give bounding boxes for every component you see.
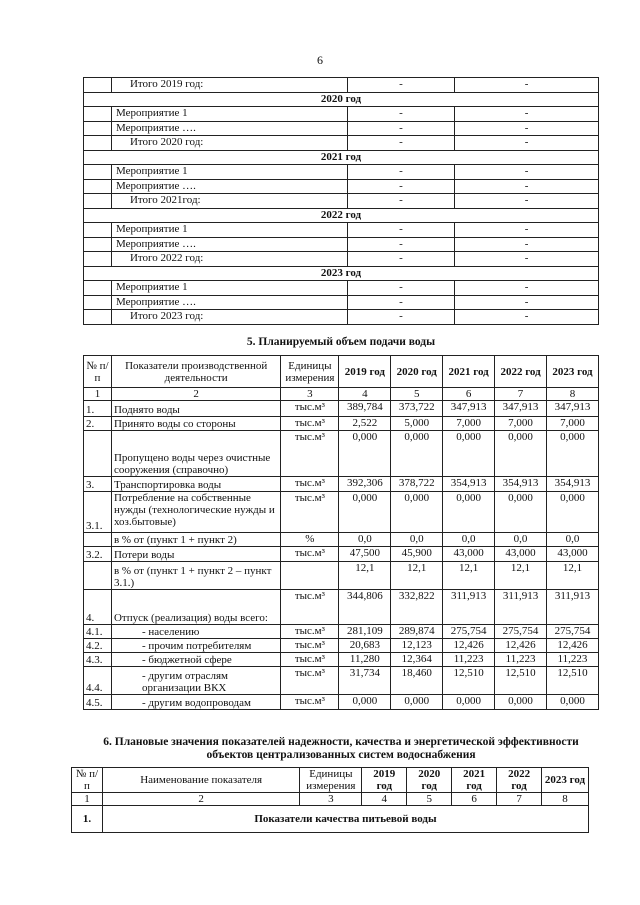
- event-name: Итого 2020 год:: [111, 136, 347, 151]
- header-row: [84, 356, 599, 388]
- unit-cell: [281, 562, 339, 590]
- column-header: 2019 год: [339, 356, 391, 388]
- event-row: [84, 78, 599, 93]
- column-header: 2023 год: [542, 768, 589, 793]
- num-cell: [84, 223, 112, 238]
- value-cell: -: [455, 237, 599, 252]
- value-cell: 12,123: [391, 639, 443, 653]
- value-cell: 311,913: [547, 590, 599, 625]
- row-number: [84, 431, 112, 477]
- event-name: Мероприятие ….: [111, 179, 347, 194]
- data-row: [84, 695, 599, 710]
- value-cell: 275,754: [443, 625, 495, 639]
- value-cell: -: [347, 237, 455, 252]
- value-cell: 12,426: [443, 639, 495, 653]
- event-row: [84, 121, 599, 136]
- data-row: [84, 625, 599, 639]
- event-row: [84, 107, 599, 122]
- value-cell: -: [455, 223, 599, 238]
- indicator-name: - другим отраслям организации ВКХ: [111, 667, 280, 695]
- value-cell: 43,000: [495, 547, 547, 562]
- value-cell: -: [455, 252, 599, 267]
- value-cell: 0,000: [391, 492, 443, 533]
- unit-cell: тыс.м³: [281, 417, 339, 431]
- num-cell: [84, 281, 112, 296]
- num-cell: [84, 165, 112, 180]
- value-cell: 12,426: [495, 639, 547, 653]
- value-cell: 20,683: [339, 639, 391, 653]
- value-cell: -: [347, 107, 455, 122]
- value-cell: 11,280: [339, 653, 391, 667]
- value-cell: 332,822: [391, 590, 443, 625]
- value-cell: 0,0: [547, 533, 599, 547]
- value-cell: 0,0: [391, 533, 443, 547]
- data-row: [84, 492, 599, 533]
- value-cell: -: [347, 281, 455, 296]
- column-number: 2: [102, 793, 299, 806]
- event-row: [84, 237, 599, 252]
- column-header: 2021 год: [443, 356, 495, 388]
- year-header-row: [84, 208, 599, 223]
- value-cell: 275,754: [495, 625, 547, 639]
- row-number: 3.1.: [84, 492, 112, 533]
- data-row: [84, 667, 599, 695]
- column-number: 2: [111, 388, 280, 401]
- value-cell: 47,500: [339, 547, 391, 562]
- value-cell: 12,1: [443, 562, 495, 590]
- column-number-row: [84, 388, 599, 401]
- row-number: [84, 562, 112, 590]
- value-cell: 389,784: [339, 401, 391, 417]
- indicator-name: Потери воды: [111, 547, 280, 562]
- value-cell: -: [455, 121, 599, 136]
- year-label: 2022 год: [84, 208, 599, 223]
- value-cell: 0,0: [443, 533, 495, 547]
- value-cell: 43,000: [547, 547, 599, 562]
- column-header: 2020 год: [407, 768, 452, 793]
- value-cell: 2,522: [339, 417, 391, 431]
- event-row: [84, 310, 599, 325]
- event-name: Мероприятие ….: [111, 237, 347, 252]
- value-cell: 7,000: [547, 417, 599, 431]
- value-cell: 0,000: [339, 431, 391, 477]
- water-supply-volume-table: [83, 355, 599, 710]
- num-cell: [84, 136, 112, 151]
- unit-cell: тыс.м³: [281, 695, 339, 710]
- row-number: 4.2.: [84, 639, 112, 653]
- indicator-name: - бюджетной сфере: [111, 653, 280, 667]
- unit-cell: тыс.м³: [281, 639, 339, 653]
- value-cell: -: [347, 194, 455, 209]
- value-cell: -: [455, 194, 599, 209]
- event-name: Мероприятие 1: [111, 165, 347, 180]
- indicator-name: в % от (пункт 1 + пункт 2 – пункт 3.1.): [111, 562, 280, 590]
- page-number: 6: [317, 53, 323, 67]
- row-number: 4.5.: [84, 695, 112, 710]
- value-cell: 347,913: [443, 401, 495, 417]
- event-row: [84, 281, 599, 296]
- column-header: 2023 год: [547, 356, 599, 388]
- column-number: 5: [407, 793, 452, 806]
- year-header-row: [84, 266, 599, 281]
- unit-cell: тыс.м³: [281, 492, 339, 533]
- event-name: Итого 2019 год:: [111, 78, 347, 93]
- data-row: [84, 417, 599, 431]
- value-cell: 0,000: [443, 695, 495, 710]
- event-name: Мероприятие ….: [111, 121, 347, 136]
- value-cell: -: [347, 295, 455, 310]
- value-cell: 12,1: [391, 562, 443, 590]
- value-cell: 0,000: [443, 431, 495, 477]
- data-row: [84, 547, 599, 562]
- event-name: Мероприятие 1: [111, 281, 347, 296]
- value-cell: 11,223: [443, 653, 495, 667]
- column-header: 2019 год: [362, 768, 407, 793]
- value-cell: 12,1: [495, 562, 547, 590]
- value-cell: 18,460: [391, 667, 443, 695]
- value-cell: 12,510: [547, 667, 599, 695]
- value-cell: 5,000: [391, 417, 443, 431]
- value-cell: 373,722: [391, 401, 443, 417]
- value-cell: -: [455, 310, 599, 325]
- value-cell: 0,000: [391, 695, 443, 710]
- unit-cell: тыс.м³: [281, 401, 339, 417]
- value-cell: 45,900: [391, 547, 443, 562]
- year-header-row: [84, 150, 599, 165]
- value-cell: -: [455, 78, 599, 93]
- column-number-row: [72, 793, 589, 806]
- value-cell: 12,1: [547, 562, 599, 590]
- value-cell: 0,000: [547, 431, 599, 477]
- data-row: [84, 477, 599, 492]
- value-cell: 275,754: [547, 625, 599, 639]
- subsection-title: Показатели качества питьевой воды: [102, 806, 588, 833]
- row-number: 4.: [84, 590, 112, 625]
- column-number: 8: [542, 793, 589, 806]
- column-number: 3: [281, 388, 339, 401]
- column-header: № п/п: [84, 356, 112, 388]
- column-number: 1: [84, 388, 112, 401]
- value-cell: -: [347, 78, 455, 93]
- indicator-name: Принято воды со стороны: [111, 417, 280, 431]
- event-row: [84, 223, 599, 238]
- num-cell: [84, 252, 112, 267]
- row-number: 1.: [84, 401, 112, 417]
- event-row: [84, 179, 599, 194]
- column-header: 2022 год: [497, 768, 542, 793]
- value-cell: -: [347, 136, 455, 151]
- value-cell: -: [455, 107, 599, 122]
- num-cell: [84, 310, 112, 325]
- value-cell: 0,0: [495, 533, 547, 547]
- column-number: 4: [339, 388, 391, 401]
- data-row: [84, 401, 599, 417]
- row-number: 3.2.: [84, 547, 112, 562]
- value-cell: 0,000: [547, 695, 599, 710]
- value-cell: -: [347, 165, 455, 180]
- value-cell: 354,913: [547, 477, 599, 492]
- column-header: № п/п: [72, 768, 103, 793]
- indicator-name: Потребление на собственные нужды (технологические нужды и хоз.бытовые): [111, 492, 280, 533]
- unit-cell: тыс.м³: [281, 547, 339, 562]
- column-number: 3: [300, 793, 362, 806]
- value-cell: 0,000: [547, 492, 599, 533]
- value-cell: 311,913: [495, 590, 547, 625]
- value-cell: 0,000: [391, 431, 443, 477]
- event-name: Мероприятие 1: [111, 107, 347, 122]
- year-label: 2023 год: [84, 266, 599, 281]
- event-row: [84, 194, 599, 209]
- value-cell: 354,913: [443, 477, 495, 492]
- header-row: [72, 768, 589, 793]
- column-number: 6: [443, 388, 495, 401]
- value-cell: 7,000: [443, 417, 495, 431]
- row-number: 4.3.: [84, 653, 112, 667]
- subsection-row: [72, 806, 589, 833]
- value-cell: 0,000: [495, 695, 547, 710]
- column-number: 5: [391, 388, 443, 401]
- unit-cell: тыс.м³: [281, 653, 339, 667]
- indicator-name: - другим водопроводам: [111, 695, 280, 710]
- num-cell: [84, 194, 112, 209]
- column-number: 7: [497, 793, 542, 806]
- value-cell: -: [347, 252, 455, 267]
- data-row: [84, 533, 599, 547]
- column-number: 4: [362, 793, 407, 806]
- value-cell: 0,000: [495, 431, 547, 477]
- value-cell: 0,000: [339, 492, 391, 533]
- column-header: Единицы измерения: [281, 356, 339, 388]
- value-cell: 347,913: [547, 401, 599, 417]
- value-cell: 347,913: [495, 401, 547, 417]
- value-cell: -: [347, 223, 455, 238]
- row-number: 4.1.: [84, 625, 112, 639]
- event-name: Мероприятие 1: [111, 223, 347, 238]
- value-cell: -: [455, 179, 599, 194]
- value-cell: 0,000: [495, 492, 547, 533]
- unit-cell: %: [281, 533, 339, 547]
- event-name: Итого 2022 год:: [111, 252, 347, 267]
- event-row: [84, 252, 599, 267]
- data-row: [84, 639, 599, 653]
- data-row: [84, 431, 599, 477]
- unit-cell: тыс.м³: [281, 667, 339, 695]
- num-cell: [84, 107, 112, 122]
- value-cell: 12,510: [495, 667, 547, 695]
- event-row: [84, 136, 599, 151]
- event-name: Итого 2021год:: [111, 194, 347, 209]
- year-label: 2021 год: [84, 150, 599, 165]
- event-name: Итого 2023 год:: [111, 310, 347, 325]
- column-header: Показатели производственной деятельности: [111, 356, 280, 388]
- data-row: [84, 653, 599, 667]
- indicator-name: Поднято воды: [111, 401, 280, 417]
- unit-cell: тыс.м³: [281, 590, 339, 625]
- indicator-name: - прочим потребителям: [111, 639, 280, 653]
- value-cell: 344,806: [339, 590, 391, 625]
- value-cell: 354,913: [495, 477, 547, 492]
- value-cell: 0,000: [443, 492, 495, 533]
- value-cell: 0,000: [339, 695, 391, 710]
- column-header: 2021 год: [452, 768, 497, 793]
- indicator-name: Транспортировка воды: [111, 477, 280, 492]
- data-row: [84, 562, 599, 590]
- year-label: 2020 год: [84, 92, 599, 107]
- value-cell: -: [455, 136, 599, 151]
- indicator-name: в % от (пункт 1 + пункт 2): [111, 533, 280, 547]
- data-row: [84, 590, 599, 625]
- value-cell: 31,734: [339, 667, 391, 695]
- indicator-name: Пропущено воды через очистные сооружения (справочно): [111, 431, 280, 477]
- value-cell: -: [455, 295, 599, 310]
- events-table: [83, 77, 599, 325]
- event-row: [84, 165, 599, 180]
- unit-cell: тыс.м³: [281, 431, 339, 477]
- reliability-indicators-table: [71, 767, 589, 833]
- num-cell: [84, 179, 112, 194]
- row-number: [84, 533, 112, 547]
- value-cell: -: [347, 310, 455, 325]
- column-header: 2020 год: [391, 356, 443, 388]
- value-cell: -: [347, 121, 455, 136]
- value-cell: 7,000: [495, 417, 547, 431]
- section-6-title: 6. Плановые значения показателей надежности, качества и энергетической эффективности объектов централизованных систем водоснабжения: [103, 736, 579, 761]
- value-cell: 11,223: [547, 653, 599, 667]
- value-cell: 378,722: [391, 477, 443, 492]
- value-cell: 12,510: [443, 667, 495, 695]
- value-cell: 0,0: [339, 533, 391, 547]
- unit-cell: тыс.м³: [281, 477, 339, 492]
- unit-cell: тыс.м³: [281, 625, 339, 639]
- subsection-number: 1.: [72, 806, 103, 833]
- column-number: 6: [452, 793, 497, 806]
- column-header: Наименование показателя: [102, 768, 299, 793]
- value-cell: 43,000: [443, 547, 495, 562]
- value-cell: 12,364: [391, 653, 443, 667]
- column-number: 8: [547, 388, 599, 401]
- num-cell: [84, 237, 112, 252]
- row-number: 4.4.: [84, 667, 112, 695]
- value-cell: 289,874: [391, 625, 443, 639]
- value-cell: 311,913: [443, 590, 495, 625]
- value-cell: 12,1: [339, 562, 391, 590]
- num-cell: [84, 295, 112, 310]
- value-cell: 281,109: [339, 625, 391, 639]
- value-cell: 12,426: [547, 639, 599, 653]
- indicator-name: Отпуск (реализация) воды всего:: [111, 590, 280, 625]
- num-cell: [84, 78, 112, 93]
- num-cell: [84, 121, 112, 136]
- value-cell: -: [455, 165, 599, 180]
- value-cell: -: [347, 179, 455, 194]
- event-name: Мероприятие ….: [111, 295, 347, 310]
- column-header: 2022 год: [495, 356, 547, 388]
- value-cell: 392,306: [339, 477, 391, 492]
- section-5-title: 5. Планируемый объем подачи воды: [246, 336, 436, 348]
- value-cell: 11,223: [495, 653, 547, 667]
- value-cell: -: [455, 281, 599, 296]
- row-number: 2.: [84, 417, 112, 431]
- column-header: Единицы измерения: [300, 768, 362, 793]
- event-row: [84, 295, 599, 310]
- row-number: 3.: [84, 477, 112, 492]
- column-number: 7: [495, 388, 547, 401]
- indicator-name: - населению: [111, 625, 280, 639]
- column-number: 1: [72, 793, 103, 806]
- year-header-row: [84, 92, 599, 107]
